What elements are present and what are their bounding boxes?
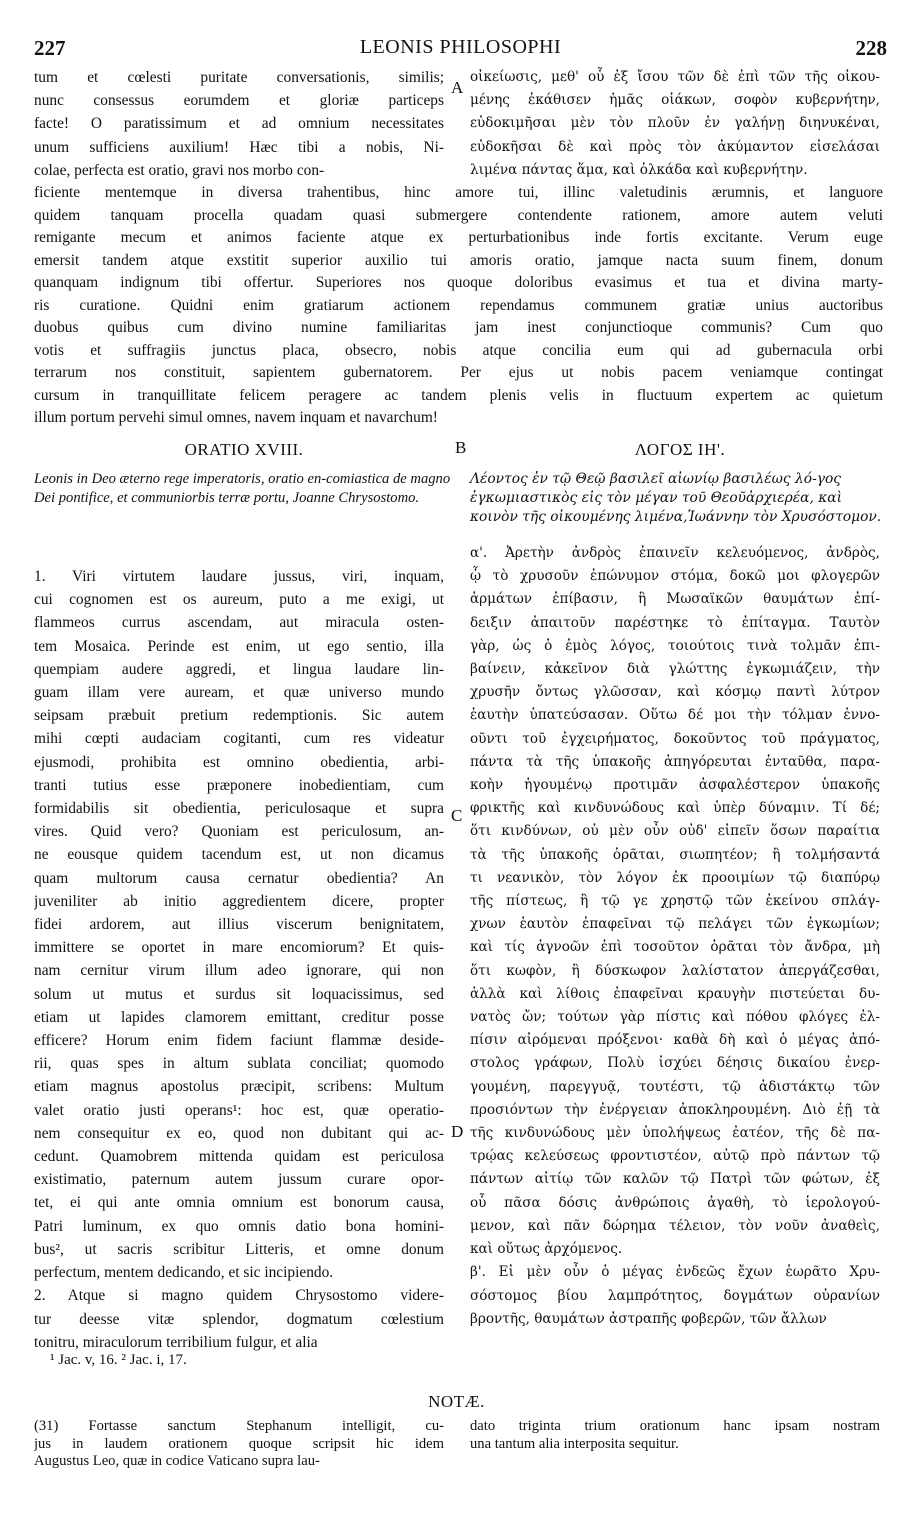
latin-text-line: quam multorum causa cernatur obedientia? An xyxy=(34,869,444,887)
latin-text-line: tonitru, miraculorum terribilium fulgur, et alia xyxy=(34,1333,318,1351)
subtitle-line: Leonis in Deo æterno rege imperatoris, oratio en- xyxy=(34,471,327,487)
notae-title: NOTÆ. xyxy=(428,1392,485,1411)
greek-text-line: οἰκείωσις, μεθ' οὗ ἐξ ἴσου τῶν δὲ ἐπὶ τῶν τῆς οἰκου- xyxy=(470,69,880,85)
greek-text-line: προσιόντων τὴν ἐνέργειαν ἀποκληρουμένη. Διὸ ἐῇ τὰ xyxy=(470,1101,880,1118)
latin-text-line: seipsam præbuit pretium redemptionis. Sic autem xyxy=(34,707,444,725)
greek-text-line: σόστομος βίου λαμπρότητος, δογμάτων οὐρανίων xyxy=(470,1287,880,1304)
latin-text-line: rii, quas spes in altum sublata conciliat; quomodo xyxy=(34,1055,444,1073)
latin-top-column xyxy=(34,66,444,182)
latin-text-line: flammeos currus ascendam, aut miracula osten- xyxy=(34,614,444,632)
greek-text-line: τρῴας κελεύσεως φροντιστέον, αὐτῷ πρὸ πάντων τῷ xyxy=(470,1148,880,1165)
note-line: (31) Fortasse sanctum Stephanum intelligit, cu- xyxy=(34,1418,444,1434)
greek-text-line: εὐδοκιμῆσαι μὲν τὸν πλοῦν ἐν γαλήνῃ διηνυκέναι, xyxy=(470,115,880,132)
latin-text-line: facte! O paratissimum et ad omnium necessitates xyxy=(34,115,444,133)
subtitle-line: orbis terræ portu, Joanne Chrysostomo. xyxy=(184,490,420,506)
latin-text-line: tur deesse vitæ splendor, dogmatum cœlestium xyxy=(34,1310,444,1328)
greek-text-line: ἁρμάτων ἐπίβασιν, ἢ Μωσαϊκῶν θαυμάτων ἐπί- xyxy=(470,591,880,608)
latin-text-line: tum et cœlesti puritate conversationis, similis; xyxy=(34,69,444,86)
greek-text-line: νατὸς ὤν; τούτων γὰρ πίστις καὶ πόθου φλόγες ἐλ- xyxy=(470,1009,880,1026)
note-line: jus in laudem orationem quoque scripsit hic idem xyxy=(34,1435,444,1452)
latin-body-column xyxy=(34,565,444,1354)
greek-text-line: χρυσῆν ὄντως γλῶσσαν, καὶ κόσμῳ παντὶ λύτρον xyxy=(470,684,880,701)
subtitle-latin xyxy=(34,470,454,508)
full-width-text xyxy=(34,182,883,430)
greek-text-line: λιμένα πάντας ἅμα, καὶ ὁλκάδα καὶ κυβερνήτην. xyxy=(470,161,808,178)
greek-text-line: καὶ οὕτως ἀρχόμενος. xyxy=(470,1241,623,1258)
greek-text-line: πάντα τὰ τῆς ὑπακοῆς ἀπηγόρευται ἐνταῦθα, παρα- xyxy=(470,753,880,770)
latin-text-line: nam cernitur virum illum adeo ignorare, qui non xyxy=(34,962,444,980)
latin-text-line: colae, perfecta est oratio, gravi nos morbo con- xyxy=(34,161,325,179)
text-line: duobus quibus cum divino numine familiaritas jam inest conjunctioque communis? Cum quo xyxy=(34,319,883,336)
greek-text-line: κοὴν ἡγουμένῳ προτιμᾶν ἀσφαλέστερον ὑπακοῆς xyxy=(470,777,880,794)
greek-text-line: μένης ἐκάθισεν ἡμᾶς οἰάκων, σοφὸν κυβερνήτην, xyxy=(470,92,880,109)
text-line: ris curatione. Quidni enim gratiarum actionem rependamus communem gratiæ unius auctoribus xyxy=(34,296,883,314)
page-number-left: 227 xyxy=(34,36,66,60)
greek-text-line: ἀλλὰ καὶ λίθοις ἐπαφεῖναι κραυγὴν πιστεύεται δυ- xyxy=(470,985,880,1002)
subtitle-line: comiastica de magno Dei pontifice, et communi xyxy=(34,471,451,506)
text-line: ficiente mentemque in diversa trahentibus, hinc amore tui, illinc valetudinis ærumnis, et languore xyxy=(34,184,883,201)
greek-text-line: ἑαυτὴν ὑπατεύσασαν. Οὕτω δέ μοι τὴν τόλμαν ἐννο- xyxy=(470,707,880,724)
margin-letter-b: B xyxy=(455,438,467,457)
text-line: votis et suffragiis junctus placa, obsecro, nobis atque concilia eum qui ad gubernacula orbi xyxy=(34,341,883,359)
latin-text-line: perfectum, mentem dedicando, et sic incipiendo. xyxy=(34,1264,334,1282)
greek-text-line: τῆς πίστεως, ἢ τῷ γε χρηστῷ τῶν ἐκείνου σπλάγ- xyxy=(470,893,880,910)
latin-text-line: efficere? Horum enim fidem faciunt flammæ deside- xyxy=(34,1032,444,1050)
text-line: cursum in tranquillitate felicem peragere ac tandem plenis velis in fluctuum expertem ac quietum xyxy=(34,386,883,404)
greek-text-line: τὰ τῆς ὑπακοῆς ὁρᾶται, σιωπητέον; ἢ τολμήσαντά xyxy=(470,846,880,863)
latin-text-line: juveniliter ab initio aggredientem dicere, propter xyxy=(34,892,444,910)
latin-text-line: existimatio, paternum autem jussum curare opor- xyxy=(34,1171,444,1189)
text-line: quanquam indignum tibi offertur. Superiores nos quoque doloribus evasimus et tua et divina marty- xyxy=(34,274,883,291)
latin-text-line: tranti tutius esse præponere inobedientiam, cum xyxy=(34,776,444,794)
greek-text-line: βροντῆς, θαυμάτων ἀστραπῆς φοβερῶν, τῶν ἄλλων xyxy=(470,1310,827,1327)
greek-text-line: φρικτῆς καὶ κινδυνώδους καὶ ὑπὲρ δύναμιν. Τί δέ; xyxy=(470,800,880,817)
latin-text-line: unum sufficiens auxilium! Hæc tibi a nobis, Ni- xyxy=(34,138,444,156)
latin-text-line: fidei ardorem, aut illius viscerum benignitatem, xyxy=(34,916,444,934)
latin-text-line: nem consequitur ex eo, quod non dubitant qui ac- xyxy=(34,1124,444,1142)
oratio-title-latin: ORATIO XVIII. xyxy=(184,440,304,459)
latin-text-line: 2. Atque si magno quidem Chrysostomo videre- xyxy=(34,1287,444,1305)
latin-text-line: tem Mosaica. Perinde est enim, ut ego sentio, illa xyxy=(34,637,444,655)
text-line: terrarum nos constituit, sapientem gubernatorem. Per ejus ut nobis pacem veniamque contingat xyxy=(34,364,883,381)
greek-top-column xyxy=(470,66,880,182)
greek-text-line: πάντων αἰτίῳ τῶν καλῶν τῷ Πατρὶ τῶν φώτων, ἐξ xyxy=(470,1171,880,1188)
greek-text-line: α'. Ἀρετὴν ἀνδρὸς ἐπαινεῖν κελευόμενος, ἀνδρὸς, xyxy=(470,545,880,561)
latin-text-line: vires. Quid vero? Quoniam est periculosum, an- xyxy=(34,823,444,841)
subtitle-greek xyxy=(470,470,890,527)
text-line: quidem tanquam procella quadam quasi submergere contendente rationem, amore autem veluti xyxy=(34,206,883,224)
greek-text-line: τι νεανικὸν, τὸν λόγον ἐκ προοιμίων τῷ διαπύρῳ xyxy=(470,869,880,886)
greek-text-line: καὶ τίς ἀγνοῶν ἐπὶ τοσοῦτον ὁρᾶται τὸν ἄνδρα, μὴ xyxy=(470,939,880,956)
margin-letter-c: C xyxy=(451,806,463,825)
greek-text-line: βαίνειν, κἀκεῖνον διὰ γλώττης ἐγκωμιάζειν, τὴν xyxy=(470,661,880,678)
note-line: una tantum alia interposita sequitur. xyxy=(470,1435,679,1452)
notes-right-column xyxy=(470,1418,880,1453)
greek-text-line: δειξιν ἀπαιτοῦν παρέστηκε τὸ ἐπίταγμα. Ταυτὸν xyxy=(470,614,880,631)
greek-text-line: εὐδοκῆσαι δὲ καὶ πρὸς τὸν ἀκύμαντον εἰσελάσαι xyxy=(470,138,880,155)
greek-text-line: ὅτι κωφὸν, ἢ δύσκωφον λαλίστατον ἀπεργάζεσθαι, xyxy=(470,962,880,979)
subtitle-line: ἀρχιερέα, καὶ κοινὸν τῆς οἰκουμένης λιμένα, xyxy=(470,490,843,525)
greek-text-line: πίσιν αἰρόμεναι πρόξενοι· καθὰ δὴ καὶ ὁ μέγας ἀπό- xyxy=(470,1032,880,1049)
subtitle-line: γος ἐγκωμιαστικὸς εἰς τὸν μέγαν τοῦ Θεοῦ xyxy=(470,471,842,506)
greek-text-line: στολος γράφων, Πολὺ ἰσχύει δέησις δικαίου ἐνερ- xyxy=(470,1055,880,1072)
latin-text-line: Patri luminum, ex quo omnis datio bona homini- xyxy=(34,1217,444,1235)
latin-text-line: 1. Viri virtutem laudare jussus, viri, inquam, xyxy=(34,568,444,585)
greek-text-line: ὅτι κινδύνων, οὐ μὲν οὖν οὐδ' εἰπεῖν ὅσων παραίτια xyxy=(470,823,880,840)
text-line: remigante mecum et animos faciente atque ex perturbationibus inde fortis excitante. Verum euge xyxy=(34,229,883,246)
greek-text-line: χνων ἑαυτὸν ἐπαφεῖναι τῷ πελάγει τῶν ἐγκωμίων; xyxy=(470,916,880,933)
latin-text-line: valet oratio justi operans¹: hoc est, quæ operatio- xyxy=(34,1101,444,1119)
margin-letter-a: A xyxy=(451,78,464,97)
greek-text-line: οὗ πᾶσα δόσις ἀνθρώποις ἀγαθὴ, τὸ ἱερολογού- xyxy=(470,1194,880,1211)
latin-text-line: etiam ut lapides clamorem emittant, creditur posse xyxy=(34,1008,444,1026)
margin-letter-d: D xyxy=(451,1122,464,1141)
greek-text-line: β'. Εἰ μὲν οὖν ὁ μέγας ἐνδεῶς ἔχων ἑωρᾶτο Χρυ- xyxy=(470,1264,880,1281)
latin-text-line: guam illam vere auream, et quæ universo mundo xyxy=(34,684,444,702)
latin-text-line: formidabilis sit obedientia, periculosaque et supra xyxy=(34,800,444,818)
latin-text-line: mihi cœpti audaciam cogitanti, cum res videatur xyxy=(34,730,444,748)
latin-text-line: nunc consessus eorumdem et gloriæ particeps xyxy=(34,92,444,110)
oratio-title-greek: ΛΟΓΟΣ ΙΗ'. xyxy=(634,440,726,459)
latin-text-line: bus², ut sacris scribitur Litteris, et omne donum xyxy=(34,1240,444,1258)
latin-text-line: ejusmodi, prohibita est omnino obedientia, arbi- xyxy=(34,753,444,771)
latin-text-line: cedunt. Quamobrem mittenda quidam est periculosa xyxy=(34,1148,444,1166)
greek-text-line: γουμένη, παρεγγυᾷ, τουτέστι, τῷ ἀδιστάκτῳ τῶν xyxy=(470,1078,880,1095)
greek-text-line: ᾧ τὸ χρυσοῦν ἐπώνυμον στόμα, δοκῶ μοι φλογερῶν xyxy=(470,568,880,585)
latin-text-line: etiam magnus apostolus præcipit, scribens: Multum xyxy=(34,1078,444,1096)
note-line: Augustus Leo, quæ in codice Vaticano supra lau- xyxy=(34,1453,320,1469)
greek-text-line: μενον, καὶ πᾶν δώρημα τέλειον, τὸν νοῦν ἀναθεὶς, xyxy=(470,1217,880,1234)
subtitle-line: Λέοντος ἐν τῷ Θεῷ βασιλεῖ αἰωνίῳ βασιλέως λό- xyxy=(470,471,817,487)
subtitle-line: Ἰωάννην τὸν Χρυσόστομον. xyxy=(687,509,882,525)
latin-text-line: solum ut mutus et surdus sit loquacissimus, sed xyxy=(34,985,444,1003)
scripture-footnotes: ¹ Jac. v, 16. ² Jac. i, 17. xyxy=(50,1352,187,1368)
latin-text-line: ne eousque quidem tacendum est, ut non dicamus xyxy=(34,846,444,864)
page-number-right: 228 xyxy=(855,36,887,60)
note-line: dato triginta trium orationum hanc ipsam nostram xyxy=(470,1418,880,1434)
latin-text-line: cui cognomen est os aureum, puto a me exigi, ut xyxy=(34,591,444,609)
greek-body-column xyxy=(470,542,880,1331)
greek-text-line: οῦντι τοῦ ἐγχειρήματος, δοκοῦντος τοῦ πράγματος, xyxy=(470,730,880,747)
text-line: illum portum pervehi simul omnes, navem inquam et navarchum! xyxy=(34,409,438,426)
running-title: LEONIS PHILOSOPHI xyxy=(359,36,562,58)
text-line: emersit tandem atque exstitit superior auxilio tui amoris oratio, jamque nacta suum finem, donum xyxy=(34,251,883,269)
notes-left-column xyxy=(34,1418,444,1471)
running-header xyxy=(34,36,887,62)
latin-text-line: immittere se oportet in mare encomiorum? Et quis- xyxy=(34,939,444,957)
greek-text-line: γὰρ, ὡς ὁ ἐμὸς λόγος, τοιούτοις τινὰ τολμᾶν ἐπι- xyxy=(470,637,880,654)
latin-text-line: quempiam audere aggredi, et lingua laudare lin- xyxy=(34,660,444,678)
greek-text-line: τῆς κινδυνώδους μὲν ὑπολήψεως ἐατέον, τῆς δὲ πα- xyxy=(470,1125,880,1142)
latin-text-line: tet, ei qui ante omnia omnium est bonorum causa, xyxy=(34,1194,444,1212)
